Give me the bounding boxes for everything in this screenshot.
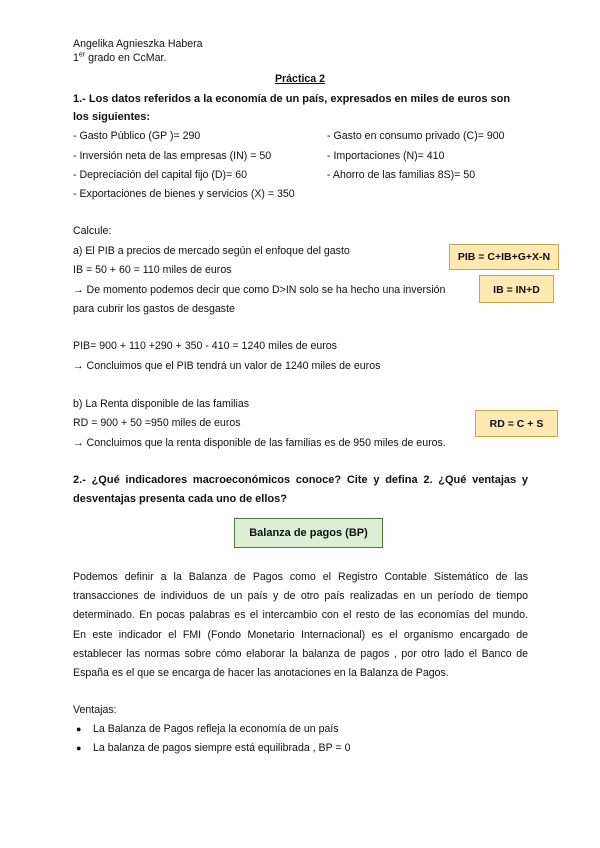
data-item-importaciones: - Importaciones (N)= 410 <box>327 150 445 162</box>
part-a-title: a) El PIB a precios de mercado según el enfoque del gasto <box>73 245 350 257</box>
data-item-ahorro: - Ahorro de las familias 8S)= 50 <box>327 169 476 181</box>
q2-title-line1: 2.- ¿Qué indicadores macroeconómicos conoce? Cite y defina 2. ¿Qué ventajas y <box>73 474 528 486</box>
q2-title-line2: desventajas presenta cada uno de ellos? <box>73 493 287 505</box>
paragraph-line: Podemos definir a la Balanza de Pagos como el Registro Contable Sistemático de las <box>73 571 528 583</box>
bullet-dot: ● <box>76 743 82 753</box>
data-item-gasto-publico: - Gasto Público (GP )= 290 <box>73 130 201 142</box>
part-a-note-line2: para cubrir los gastos de desgaste <box>73 303 235 315</box>
part-a-conclusion: → Concluimos que el PIB tendrá un valor de 1240 miles de euros <box>73 360 381 372</box>
data-item-inversion-neta: - Inversión neta de las empresas (IN) = 50 <box>73 150 272 162</box>
data-item-consumo-privado: - Gasto en consumo privado (C)= 900 <box>327 130 505 142</box>
formula-rd-box: RD = C + S <box>475 410 558 437</box>
data-item-exportaciones: - Exportaciones de bienes y servicios (X) = 350 <box>73 188 295 200</box>
part-a-ib-calc: IB = 50 + 60 = 110 miles de euros <box>73 264 232 276</box>
data-item-depreciacion: - Depreciación del capital fijo (D)= 60 <box>73 169 247 181</box>
author-name: Angelika Agnieszka Habera <box>73 38 203 50</box>
grade-superscript: er <box>78 51 86 59</box>
page-title: Práctica 2 <box>274 73 326 85</box>
part-a-pib-calc: PIB= 900 + 110 +290 + 350 - 410 = 1240 miles de euros <box>73 340 337 352</box>
ventaja-item: La Balanza de Pagos refleja la economía de un país <box>93 723 339 735</box>
formula-ib-box: IB = IN+D <box>479 275 554 303</box>
part-a-note-line1: → De momento podemos decir que como D>IN solo se ha hecho una inversión <box>73 284 446 296</box>
paragraph-line: transacciones de individuos de un país y de otro país realizadas en un período de tiempo <box>73 590 528 602</box>
formula-pib-box: PIB = C+IB+G+X-N <box>449 244 559 270</box>
grade-text: grado en CcMar. <box>85 52 167 64</box>
paragraph-line: establecer las normas sobre cómo elaborar la balanza de pagos , por otro lado el Banco de <box>73 648 528 660</box>
part-b-conclusion: → Concluimos que la renta disponible de las familias es de 950 miles de euros. <box>73 437 446 449</box>
part-b-rd-calc: RD = 900 + 50 =950 miles de euros <box>73 417 241 429</box>
grade-line <box>73 51 166 65</box>
part-b-title: b) La Renta disponible de las familias <box>73 398 250 410</box>
balanza-de-pagos-box: Balanza de pagos (BP) <box>234 518 383 548</box>
bullet-dot: ● <box>76 724 82 734</box>
paragraph-line: En este indicador el FMI (Fondo Monetario Internacional) es el organismo encargado de <box>73 629 528 641</box>
paragraph-line: España es el que se encarga de hacer las anotaciones en la Balanza de Pagos. <box>73 667 449 679</box>
grade-number: 1 <box>73 52 79 64</box>
calcule-label: Calcule: <box>73 225 112 237</box>
ventaja-item: La balanza de pagos siempre está equilibrada , BP = 0 <box>93 742 351 754</box>
paragraph-line: determinado. En pocas palabras es el intercambio con el resto de las economías del mundo. <box>73 609 528 621</box>
q1-title-line2: los siguientes: <box>73 111 151 123</box>
ventajas-label: Ventajas: <box>73 704 117 716</box>
q1-title-line1: 1.- Los datos referidos a la economía de un país, expresados en miles de euros son <box>73 93 511 105</box>
